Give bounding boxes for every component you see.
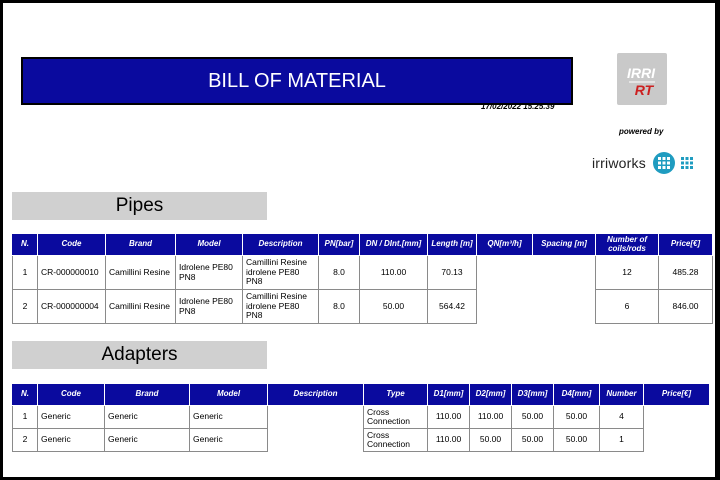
cell-price bbox=[644, 406, 710, 429]
cell-brand: Generic bbox=[105, 429, 190, 452]
cell-d3: 50.00 bbox=[512, 406, 554, 429]
cell-length: 564.42 bbox=[428, 290, 477, 324]
table-row bbox=[13, 290, 713, 324]
cell-dn: 50.00 bbox=[360, 290, 428, 324]
report-datetime: 17/02/2022 15.25.39 bbox=[481, 102, 555, 111]
adapters-col-number: Number bbox=[600, 384, 644, 406]
pipes-col-coils: Number of coils/rods bbox=[596, 234, 659, 256]
cell-brand: Generic bbox=[105, 406, 190, 429]
cell-d3: 50.00 bbox=[512, 429, 554, 452]
cell-number: 4 bbox=[600, 406, 644, 429]
cell-d1: 110.00 bbox=[428, 429, 470, 452]
pipes-col-n: N. bbox=[13, 234, 38, 256]
pipes-col-spacing: Spacing [m] bbox=[533, 234, 596, 256]
cell-length: 70.13 bbox=[428, 256, 477, 290]
adapters-col-code: Code bbox=[38, 384, 105, 406]
cell-brand: Camillini Resine bbox=[106, 256, 176, 290]
cell-model: Generic bbox=[190, 429, 268, 452]
adapters-col-model: Model bbox=[190, 384, 268, 406]
cell-description bbox=[268, 429, 364, 452]
cell-code: CR-000000010 bbox=[38, 256, 106, 290]
pipes-col-price: Price[€] bbox=[659, 234, 713, 256]
cell-n: 1 bbox=[13, 406, 38, 429]
adapters-col-description: Description bbox=[268, 384, 364, 406]
cell-type: Cross Connection bbox=[364, 429, 428, 452]
pipes-col-qn: QN[m³/h] bbox=[477, 234, 533, 256]
cell-code: Generic bbox=[38, 406, 105, 429]
pipes-section-title: Pipes bbox=[12, 192, 267, 220]
cell-d4: 50.00 bbox=[554, 429, 600, 452]
cell-pn: 8.0 bbox=[319, 256, 360, 290]
adapters-table bbox=[12, 383, 710, 452]
cell-price bbox=[644, 429, 710, 452]
pipes-col-pn: PN[bar] bbox=[319, 234, 360, 256]
cell-brand: Camillini Resine bbox=[106, 290, 176, 324]
adapters-col-d1: D1[mm] bbox=[428, 384, 470, 406]
adapters-col-n: N. bbox=[13, 384, 38, 406]
pipes-table bbox=[12, 233, 713, 324]
pipes-col-dn: DN / DInt.[mm] bbox=[360, 234, 428, 256]
cell-dn: 110.00 bbox=[360, 256, 428, 290]
cell-pn: 8.0 bbox=[319, 290, 360, 324]
cell-d4: 50.00 bbox=[554, 406, 600, 429]
cell-type: Cross Connection bbox=[364, 406, 428, 429]
report-title: BILL OF MATERIAL bbox=[21, 57, 573, 105]
cell-qn bbox=[477, 256, 533, 290]
cell-d1: 110.00 bbox=[428, 406, 470, 429]
cell-n: 2 bbox=[13, 290, 38, 324]
adapters-col-brand: Brand bbox=[105, 384, 190, 406]
cell-description: Camillini Resine idrolene PE80 PN8 bbox=[243, 256, 319, 290]
cell-spacing bbox=[533, 290, 596, 324]
report-page bbox=[3, 3, 715, 477]
cell-price: 846.00 bbox=[659, 290, 713, 324]
cell-model: Generic bbox=[190, 406, 268, 429]
adapters-section-title: Adapters bbox=[12, 341, 267, 369]
cell-d2: 110.00 bbox=[470, 406, 512, 429]
pipes-col-brand: Brand bbox=[106, 234, 176, 256]
adapters-col-d2: D2[mm] bbox=[470, 384, 512, 406]
irriworks-grid-icon bbox=[680, 156, 694, 170]
cell-description bbox=[268, 406, 364, 429]
cell-coils: 6 bbox=[596, 290, 659, 324]
table-row bbox=[13, 429, 710, 452]
cell-spacing bbox=[533, 256, 596, 290]
cell-code: Generic bbox=[38, 429, 105, 452]
irriworks-brand bbox=[592, 150, 694, 176]
cell-n: 1 bbox=[13, 256, 38, 290]
pipes-col-description: Description bbox=[243, 234, 319, 256]
cell-model: Idrolene PE80 PN8 bbox=[176, 290, 243, 324]
cell-code: CR-000000004 bbox=[38, 290, 106, 324]
irriworks-circle-icon bbox=[652, 151, 676, 175]
adapters-col-type: Type bbox=[364, 384, 428, 406]
pipes-col-code: Code bbox=[38, 234, 106, 256]
cell-number: 1 bbox=[600, 429, 644, 452]
table-row bbox=[13, 256, 713, 290]
irrirt-logo bbox=[617, 53, 667, 105]
adapters-col-price: Price[€] bbox=[644, 384, 710, 406]
brand-wordmark: irriworks bbox=[592, 155, 646, 171]
cell-description: Camillini Resine idrolene PE80 PN8 bbox=[243, 290, 319, 324]
cell-coils: 12 bbox=[596, 256, 659, 290]
logo-text-top: IRRI bbox=[627, 65, 655, 81]
adapters-col-d4: D4[mm] bbox=[554, 384, 600, 406]
cell-qn bbox=[477, 290, 533, 324]
pipes-col-model: Model bbox=[176, 234, 243, 256]
logo-text-bottom: RT bbox=[634, 82, 654, 98]
adapters-col-d3: D3[mm] bbox=[512, 384, 554, 406]
pipes-col-length: Length [m] bbox=[428, 234, 477, 256]
cell-n: 2 bbox=[13, 429, 38, 452]
table-row bbox=[13, 406, 710, 429]
powered-by-label: powered by bbox=[619, 127, 664, 136]
cell-model: Idrolene PE80 PN8 bbox=[176, 256, 243, 290]
cell-d2: 50.00 bbox=[470, 429, 512, 452]
cell-price: 485.28 bbox=[659, 256, 713, 290]
